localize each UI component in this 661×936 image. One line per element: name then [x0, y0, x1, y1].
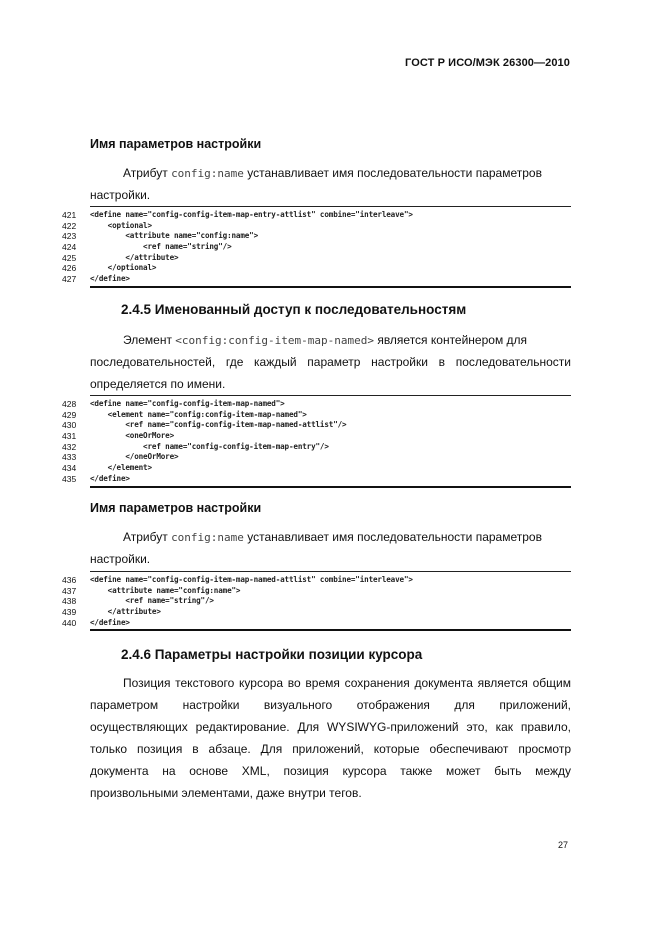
line-number: 421: [62, 210, 77, 220]
paragraph-line: Позиция текстового курсора во время сохранения документа является общим: [123, 676, 571, 690]
text-fragment: Элемент: [123, 333, 176, 347]
code-text: <attribute name="config:name">: [90, 231, 259, 241]
code-text: <define name="config-config-item-map-entry-attlist" combine="interleave">: [90, 210, 413, 219]
code-line: [62, 231, 571, 242]
line-number: 437: [62, 585, 77, 596]
code-line: [62, 399, 571, 410]
code-line: [62, 575, 571, 586]
text-fragment: является контейнером для: [373, 333, 528, 347]
code-line: [62, 210, 571, 221]
paragraph-line: произвольными элементами, даже внутри тегов.: [90, 786, 362, 800]
code-text: </define>: [90, 274, 130, 284]
line-number: 426: [62, 263, 77, 274]
line-number: 438: [62, 596, 77, 607]
paragraph-line: [90, 526, 571, 548]
paragraph-cursor-position: [90, 672, 571, 804]
code-line: [62, 274, 571, 285]
code-line: [62, 242, 571, 253]
code-text: </define>: [90, 473, 130, 483]
code-text: <define name="config-config-item-map-named">: [90, 399, 285, 408]
text-fragment: устанавливает имя последовательности параметров: [243, 530, 542, 544]
code-text: </define>: [90, 617, 130, 627]
line-number: 439: [62, 607, 77, 618]
code-lines: [62, 399, 571, 485]
section-heading-2-4-6: 2.4.6 Параметры настройки позиции курсора: [121, 647, 423, 662]
code-listing-428-435: [62, 395, 571, 488]
line-number: 434: [62, 463, 77, 474]
code-text: <oneOrMore>: [90, 431, 175, 441]
line-number: 429: [62, 409, 77, 420]
inline-code: config:name: [171, 167, 244, 180]
line-number: 431: [62, 431, 77, 442]
code-line: [62, 463, 571, 474]
code-text: </attribute>: [90, 607, 161, 617]
code-text: <attribute name="config:name">: [90, 585, 241, 595]
paragraph-line: настройки.: [90, 552, 151, 566]
code-line: [62, 452, 571, 463]
code-text: </element>: [90, 463, 152, 473]
code-lines: [62, 575, 571, 628]
code-text: <element name="config:config-item-map-named">: [90, 409, 307, 419]
paragraph-line: настройки.: [90, 188, 151, 202]
line-number: 423: [62, 231, 77, 242]
code-bottom-rule: [90, 286, 571, 288]
line-number: 422: [62, 220, 77, 231]
paragraph-line: последовательностей, где каждый параметр настройки в последовательности: [90, 355, 571, 369]
code-text: <define name="config-config-item-map-named-attlist" combine="interleave">: [90, 575, 413, 584]
paragraph-line: определяется по имени.: [90, 377, 226, 391]
code-text: <ref name="config-config-item-map-entry"/>: [90, 441, 329, 451]
paragraph-config-item-map-named: [90, 329, 571, 395]
code-text: <ref name="string"/>: [90, 596, 214, 606]
inline-code: config:name: [171, 531, 244, 544]
code-text: <ref name="string"/>: [90, 242, 232, 252]
code-text: </optional>: [90, 263, 157, 273]
section-heading-config-name-2: Имя параметров настройки: [90, 501, 262, 515]
code-line: [62, 586, 571, 597]
line-number: 424: [62, 242, 77, 253]
line-number: 440: [62, 617, 77, 628]
line-number: 433: [62, 452, 77, 463]
code-line: [62, 474, 571, 485]
code-line: [62, 263, 571, 274]
paragraph-line: только позиция в абзаце. Для приложений, которые обеспечивают просмотр: [90, 742, 571, 756]
code-lines: [62, 210, 571, 285]
page-number: 27: [557, 840, 568, 850]
paragraph-line: документа на основе XML, позиция курсора также может быть между: [90, 764, 571, 778]
code-listing-436-440: [62, 571, 571, 631]
code-top-rule: [90, 395, 571, 396]
line-number: 435: [62, 473, 77, 484]
code-line: [62, 618, 571, 629]
line-number: 430: [62, 420, 77, 431]
inline-code: <config:config-item-map-named>: [175, 334, 374, 347]
text-fragment: Атрибут: [123, 530, 172, 544]
text-fragment: Атрибут: [123, 166, 172, 180]
section-heading-config-name: Имя параметров настройки: [90, 137, 262, 151]
document-id-header: ГОСТ Р ИСО/МЭК 26300—2010: [405, 57, 570, 69]
line-number: 436: [62, 575, 77, 585]
line-number: 425: [62, 252, 77, 263]
code-line: [62, 442, 571, 453]
code-line: [62, 221, 571, 232]
line-number: 427: [62, 274, 77, 285]
paragraph-line: осуществляющих редактирование. Для WYSIWYG-приложений это, как правило,: [90, 720, 571, 734]
code-top-rule: [90, 206, 571, 207]
paragraph-config-name-2: [90, 526, 571, 570]
code-listing-421-427: [62, 206, 571, 288]
code-top-rule: [90, 571, 571, 572]
code-line: [62, 607, 571, 618]
paragraph-line: [90, 329, 571, 351]
code-text: <ref name="config-config-item-map-named-attlist"/>: [90, 420, 347, 430]
code-bottom-rule: [90, 486, 571, 488]
line-number: 428: [62, 399, 77, 409]
section-heading-2-4-5: 2.4.5 Именованный доступ к последовательностям: [121, 302, 467, 317]
code-text: </attribute>: [90, 252, 179, 262]
code-text: </oneOrMore>: [90, 452, 179, 462]
code-bottom-rule: [90, 629, 571, 631]
code-line: [62, 420, 571, 431]
code-line: [62, 253, 571, 264]
paragraph-config-name: [90, 162, 571, 206]
code-line: [62, 431, 571, 442]
paragraph-line: параметром настройки визуального отображения для приложений,: [90, 698, 571, 712]
code-text: <optional>: [90, 220, 152, 230]
code-line: [62, 596, 571, 607]
paragraph-line: [90, 162, 571, 184]
code-line: [62, 410, 571, 421]
line-number: 432: [62, 441, 77, 452]
text-fragment: устанавливает имя последовательности параметров: [243, 166, 542, 180]
